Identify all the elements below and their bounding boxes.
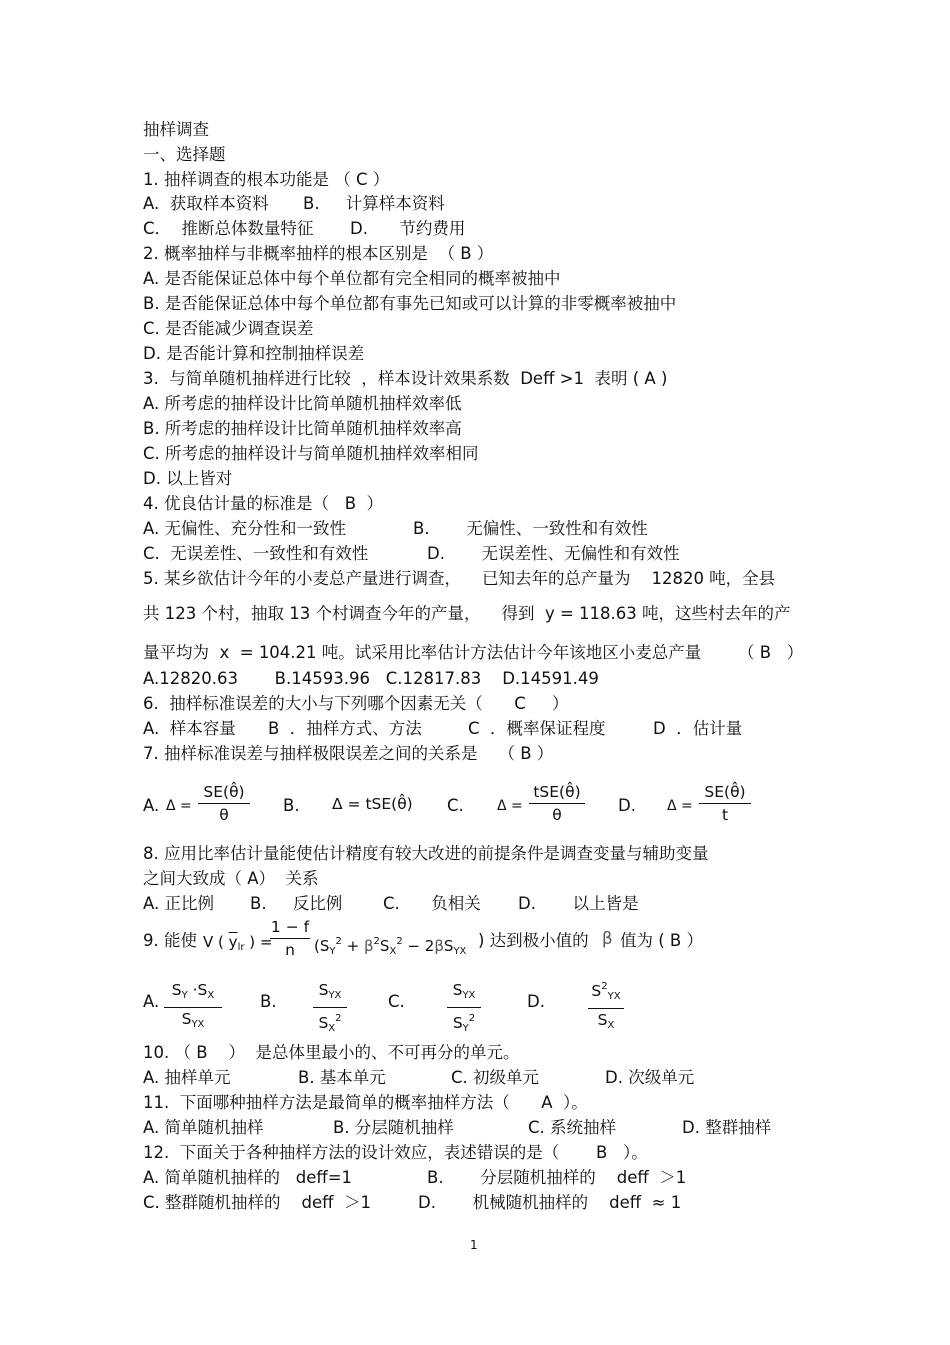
q9-b-fraction — [313, 981, 347, 1038]
q9-b-numerator: $S_{YX}$ — [318, 981, 342, 1001]
q9-formula-lhs — [203, 932, 272, 958]
q9-a-denominator: $S_{YX}$ — [181, 1010, 205, 1030]
q9-formula-body: ($S_Y^2 + \beta^2S_X^2 - 2\beta S_{YX}$ — [314, 936, 467, 957]
q4-stem: 4. 优良估计量的标准是（ B ） — [143, 494, 384, 513]
q12-stem: 12. 下面关于各种抽样方法的设计效应，表述错误的是（ B ）。 — [143, 1143, 648, 1162]
fraction-bar — [447, 1007, 481, 1008]
q4-option-c: C. 无误差性、一致性和有效性 — [143, 544, 369, 563]
q3-option-d: D. 以上皆对 — [143, 469, 233, 488]
q9-b-label: B. — [260, 992, 277, 1011]
q10-option-a: A. 抽样单元 — [143, 1068, 231, 1087]
q7-b-label: B. — [283, 796, 300, 815]
q9-d-fraction — [588, 978, 624, 1035]
q8-option-a: A. 正比例 — [143, 894, 214, 913]
q9-c-label: C. — [388, 992, 405, 1011]
q9-d-numerator: $S^2_{YX}$ — [591, 981, 621, 1002]
q11-option-c: C. 系统抽样 — [528, 1118, 617, 1137]
q6-option-d: D ．估计量 — [653, 719, 743, 738]
q7-a-fraction — [198, 783, 250, 824]
q2-option-d: D. 是否能计算和控制抽样误差 — [143, 344, 365, 363]
q9-denominator: n — [285, 941, 295, 959]
q9-numerator: 1 − f — [270, 918, 310, 936]
q2-option-b: B. 是否能保证总体中每个单位都有事先已知或可以计算的非零概率被抽中 — [143, 294, 677, 313]
q10-option-b: B. 基本单元 — [298, 1068, 386, 1087]
q6-option-b: B ．抽样方式、方法 — [268, 719, 422, 738]
q3-option-c: C. 所考虑的抽样设计与简单随机抽样效率相同 — [143, 444, 479, 463]
q7-a-lhs: Δ = — [166, 798, 192, 814]
q11-option-b: B. 分层随机抽样 — [333, 1118, 454, 1137]
q8-line-2: 之间大致成（ A） 关系 — [143, 869, 319, 888]
q9-c-numerator: $S_{YX}$ — [452, 981, 476, 1001]
q9-ylr-subscript: lr — [237, 942, 245, 953]
q12-option-c: C. 整群随机抽样的 deff ＞1 — [143, 1193, 371, 1212]
q11-option-a: A. 简单随机抽样 — [143, 1118, 264, 1137]
q7-c-lhs: Δ = — [497, 798, 523, 814]
q1-stem: 1. 抽样调查的根本功能是 （ C ） — [143, 170, 390, 189]
q4-option-a: A. 无偏性、充分性和一致性 — [143, 519, 346, 538]
q9-paren-open: (S — [314, 937, 330, 955]
q4-option-b: B. 无偏性、一致性和有效性 — [413, 519, 648, 538]
fraction-bar — [699, 803, 751, 804]
q3-option-b: B. 所考虑的抽样设计比简单随机抽样效率高 — [143, 419, 462, 438]
q9-d-label: D. — [527, 992, 545, 1011]
q5-line-1: 5. 某乡欲估计今年的小麦总产量进行调查， 已知去年的总产量为 12820 吨，全县 — [143, 569, 776, 588]
q2-option-a: A. 是否能保证总体中每个单位都有完全相同的概率被抽中 — [143, 269, 561, 288]
q9-a-numerator: $S_Y \cdot S_X$ — [171, 981, 215, 1001]
q7-c-label: C. — [447, 796, 464, 815]
q1-option-d: D. 节约费用 — [350, 219, 466, 238]
q7-d-denominator: t — [721, 806, 729, 824]
q7-a-numerator: SE(θ̂) — [203, 783, 245, 801]
q9-a-fraction — [164, 981, 222, 1034]
q9-a-label: A. — [143, 992, 160, 1011]
fraction-bar — [164, 1007, 222, 1008]
fraction-bar — [313, 1007, 347, 1008]
q5-line-2: 共 123 个村，抽取 13 个村调查今年的产量， 得到 y = 118.63 吨，这些村去年的产 — [143, 604, 791, 623]
q9-beta: β — [602, 929, 613, 948]
q7-d-lhs: Δ = — [667, 798, 693, 814]
q7-a-label: A. — [143, 796, 160, 815]
q8-line-1: 8. 应用比率估计量能使估计精度有较大改进的前提条件是调查变量与辅助变量 — [143, 844, 709, 863]
q9-eq: ) = — [249, 933, 273, 951]
q8-option-d: D. 以上皆是 — [518, 894, 639, 913]
q12-option-b: B. 分层随机抽样的 deff ＞1 — [427, 1168, 687, 1187]
fraction-bar — [588, 1008, 624, 1009]
q10-stem: 10. （ B ） 是总体里最小的、不可再分的单元。 — [143, 1043, 520, 1062]
q9-d-denominator: $S_X$ — [597, 1011, 615, 1031]
q10-option-d: D. 次级单元 — [605, 1068, 695, 1087]
q3-option-a: A. 所考虑的抽样设计比简单随机抽样效率低 — [143, 394, 462, 413]
q7-a-denominator: θ — [219, 806, 229, 824]
q2-option-c: C. 是否能减少调查误差 — [143, 319, 314, 338]
q9-tail: ) 达到极小值的 — [478, 931, 589, 950]
q12-option-d: D. 机械随机抽样的 deff ≈ 1 — [418, 1193, 682, 1212]
q7-d-fraction — [699, 783, 751, 824]
q9-end: 值为 ( B ） — [620, 931, 703, 950]
fraction-bar — [529, 803, 585, 804]
doc-title: 抽样调查 — [143, 120, 209, 139]
q11-option-d: D. 整群抽样 — [682, 1118, 772, 1137]
q9-c-fraction — [447, 981, 481, 1038]
q2-stem: 2. 概率抽样与非概率抽样的根本区别是 （ B ） — [143, 244, 494, 263]
q7-b-expr: Δ = tSE(θ̂) — [332, 795, 413, 813]
section-heading: 一、选择题 — [143, 145, 226, 164]
q8-option-c: C. 负相关 — [383, 894, 481, 913]
q4-option-d: D. 无误差性、无偏性和有效性 — [427, 544, 680, 563]
fraction-bar — [198, 803, 250, 804]
q9-c-denominator: $S_Y^2$ — [452, 1013, 476, 1034]
q10-option-c: C. 初级单元 — [451, 1068, 540, 1087]
q1-option-a: A. 获取样本资料 — [143, 194, 269, 213]
q7-c-denominator: θ — [552, 806, 562, 824]
q5-line-3: 量平均为 x = 104.21 吨。试采用比率估计方法估计今年该地区小麦总产量 （ B ） — [143, 643, 804, 662]
q6-option-a: A. 样本容量 — [143, 719, 236, 738]
q7-c-numerator: tSE(θ̂) — [533, 783, 581, 801]
q1-option-b: B. 计算样本资料 — [303, 194, 445, 213]
q9-prefix: 9. 能使 — [143, 931, 197, 950]
q6-stem: 6. 抽样标准误差的大小与下列哪个因素无关（ C ） — [143, 694, 569, 713]
page-number: 1 — [470, 1238, 478, 1252]
q1-option-c: C． 推断总体数量特征 — [143, 219, 314, 238]
q5-options: A.12820.63 B.14593.96 C.12817.83 D.14591.49 — [143, 669, 599, 688]
fraction-bar — [270, 938, 310, 939]
q7-stem: 7. 抽样标准误差与抽样极限误差之间的关系是 （ B ） — [143, 744, 554, 763]
q8-option-b: B. 反比例 — [250, 894, 343, 913]
q7-d-label: D. — [618, 796, 636, 815]
q3-stem: 3. 与简单随机抽样进行比较 ，样本设计效果系数 Deff >1 表明 ( A ) — [143, 369, 668, 388]
q6-option-c: C ．概率保证程度 — [468, 719, 606, 738]
q9-v: V ( — [203, 933, 224, 951]
q12-option-a: A. 简单随机抽样的 deff=1 — [143, 1168, 353, 1187]
q9-b-denominator: $S_X^2$ — [318, 1013, 342, 1034]
q7-d-numerator: SE(θ̂) — [704, 783, 746, 801]
q9-fraction — [270, 918, 310, 959]
q7-c-fraction — [529, 783, 585, 824]
q11-stem: 11. 下面哪种抽样方法是最简单的概率抽样方法（ A ）。 — [143, 1093, 588, 1112]
q9-ybar: $\overline{y}$ — [228, 933, 238, 951]
